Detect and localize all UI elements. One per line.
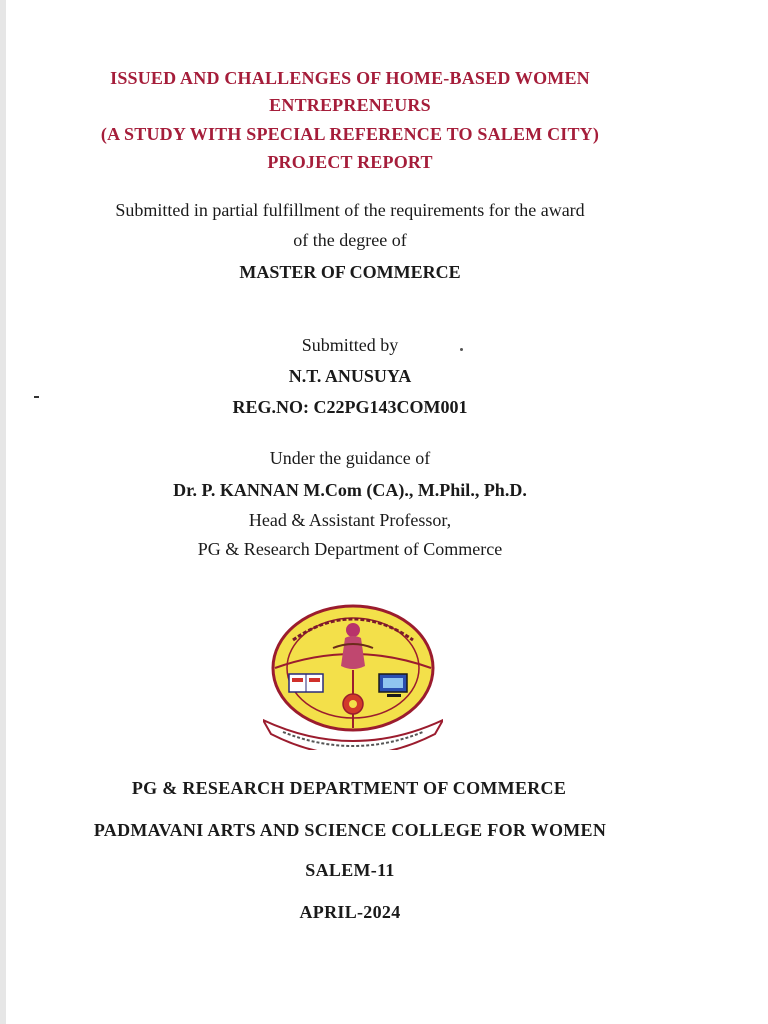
submitted-by-label: Submitted by: [301, 335, 399, 355]
student-name: N.T. ANUSUYA: [288, 366, 412, 386]
project-title-line-3: (A STUDY WITH SPECIAL REFERENCE TO SALEM CITY): [100, 124, 600, 144]
college-city: SALEM-11: [305, 860, 395, 880]
college-name: PADMAVANI ARTS AND SCIENCE COLLEGE FOR WOMEN: [93, 820, 607, 840]
scan-speck: [460, 348, 463, 351]
submission-statement-line-2: of the degree of: [293, 230, 407, 250]
scan-mark: [34, 396, 39, 398]
guide-department: PG & Research Department of Commerce: [197, 539, 503, 559]
department-name: PG & RESEARCH DEPARTMENT OF COMMERCE: [131, 778, 567, 798]
submission-date: APRIL-2024: [299, 902, 401, 922]
college-emblem-icon: [263, 600, 443, 750]
degree-name: MASTER OF COMMERCE: [239, 262, 461, 282]
guidance-label: Under the guidance of: [269, 448, 431, 468]
submission-statement-line-1: Submitted in partial fulfillment of the requirements for the award: [115, 200, 585, 220]
project-report-heading: PROJECT REPORT: [267, 152, 433, 172]
guide-designation: Head & Assistant Professor,: [248, 510, 452, 530]
registration-number: REG.NO: C22PG143COM001: [232, 397, 468, 417]
project-title-line-2: ENTREPRENEURS: [269, 95, 431, 115]
guide-name: Dr. P. KANNAN M.Com (CA)., M.Phil., Ph.D.: [173, 480, 527, 500]
project-title-line-1: ISSUED AND CHALLENGES OF HOME-BASED WOMEN: [110, 68, 590, 88]
